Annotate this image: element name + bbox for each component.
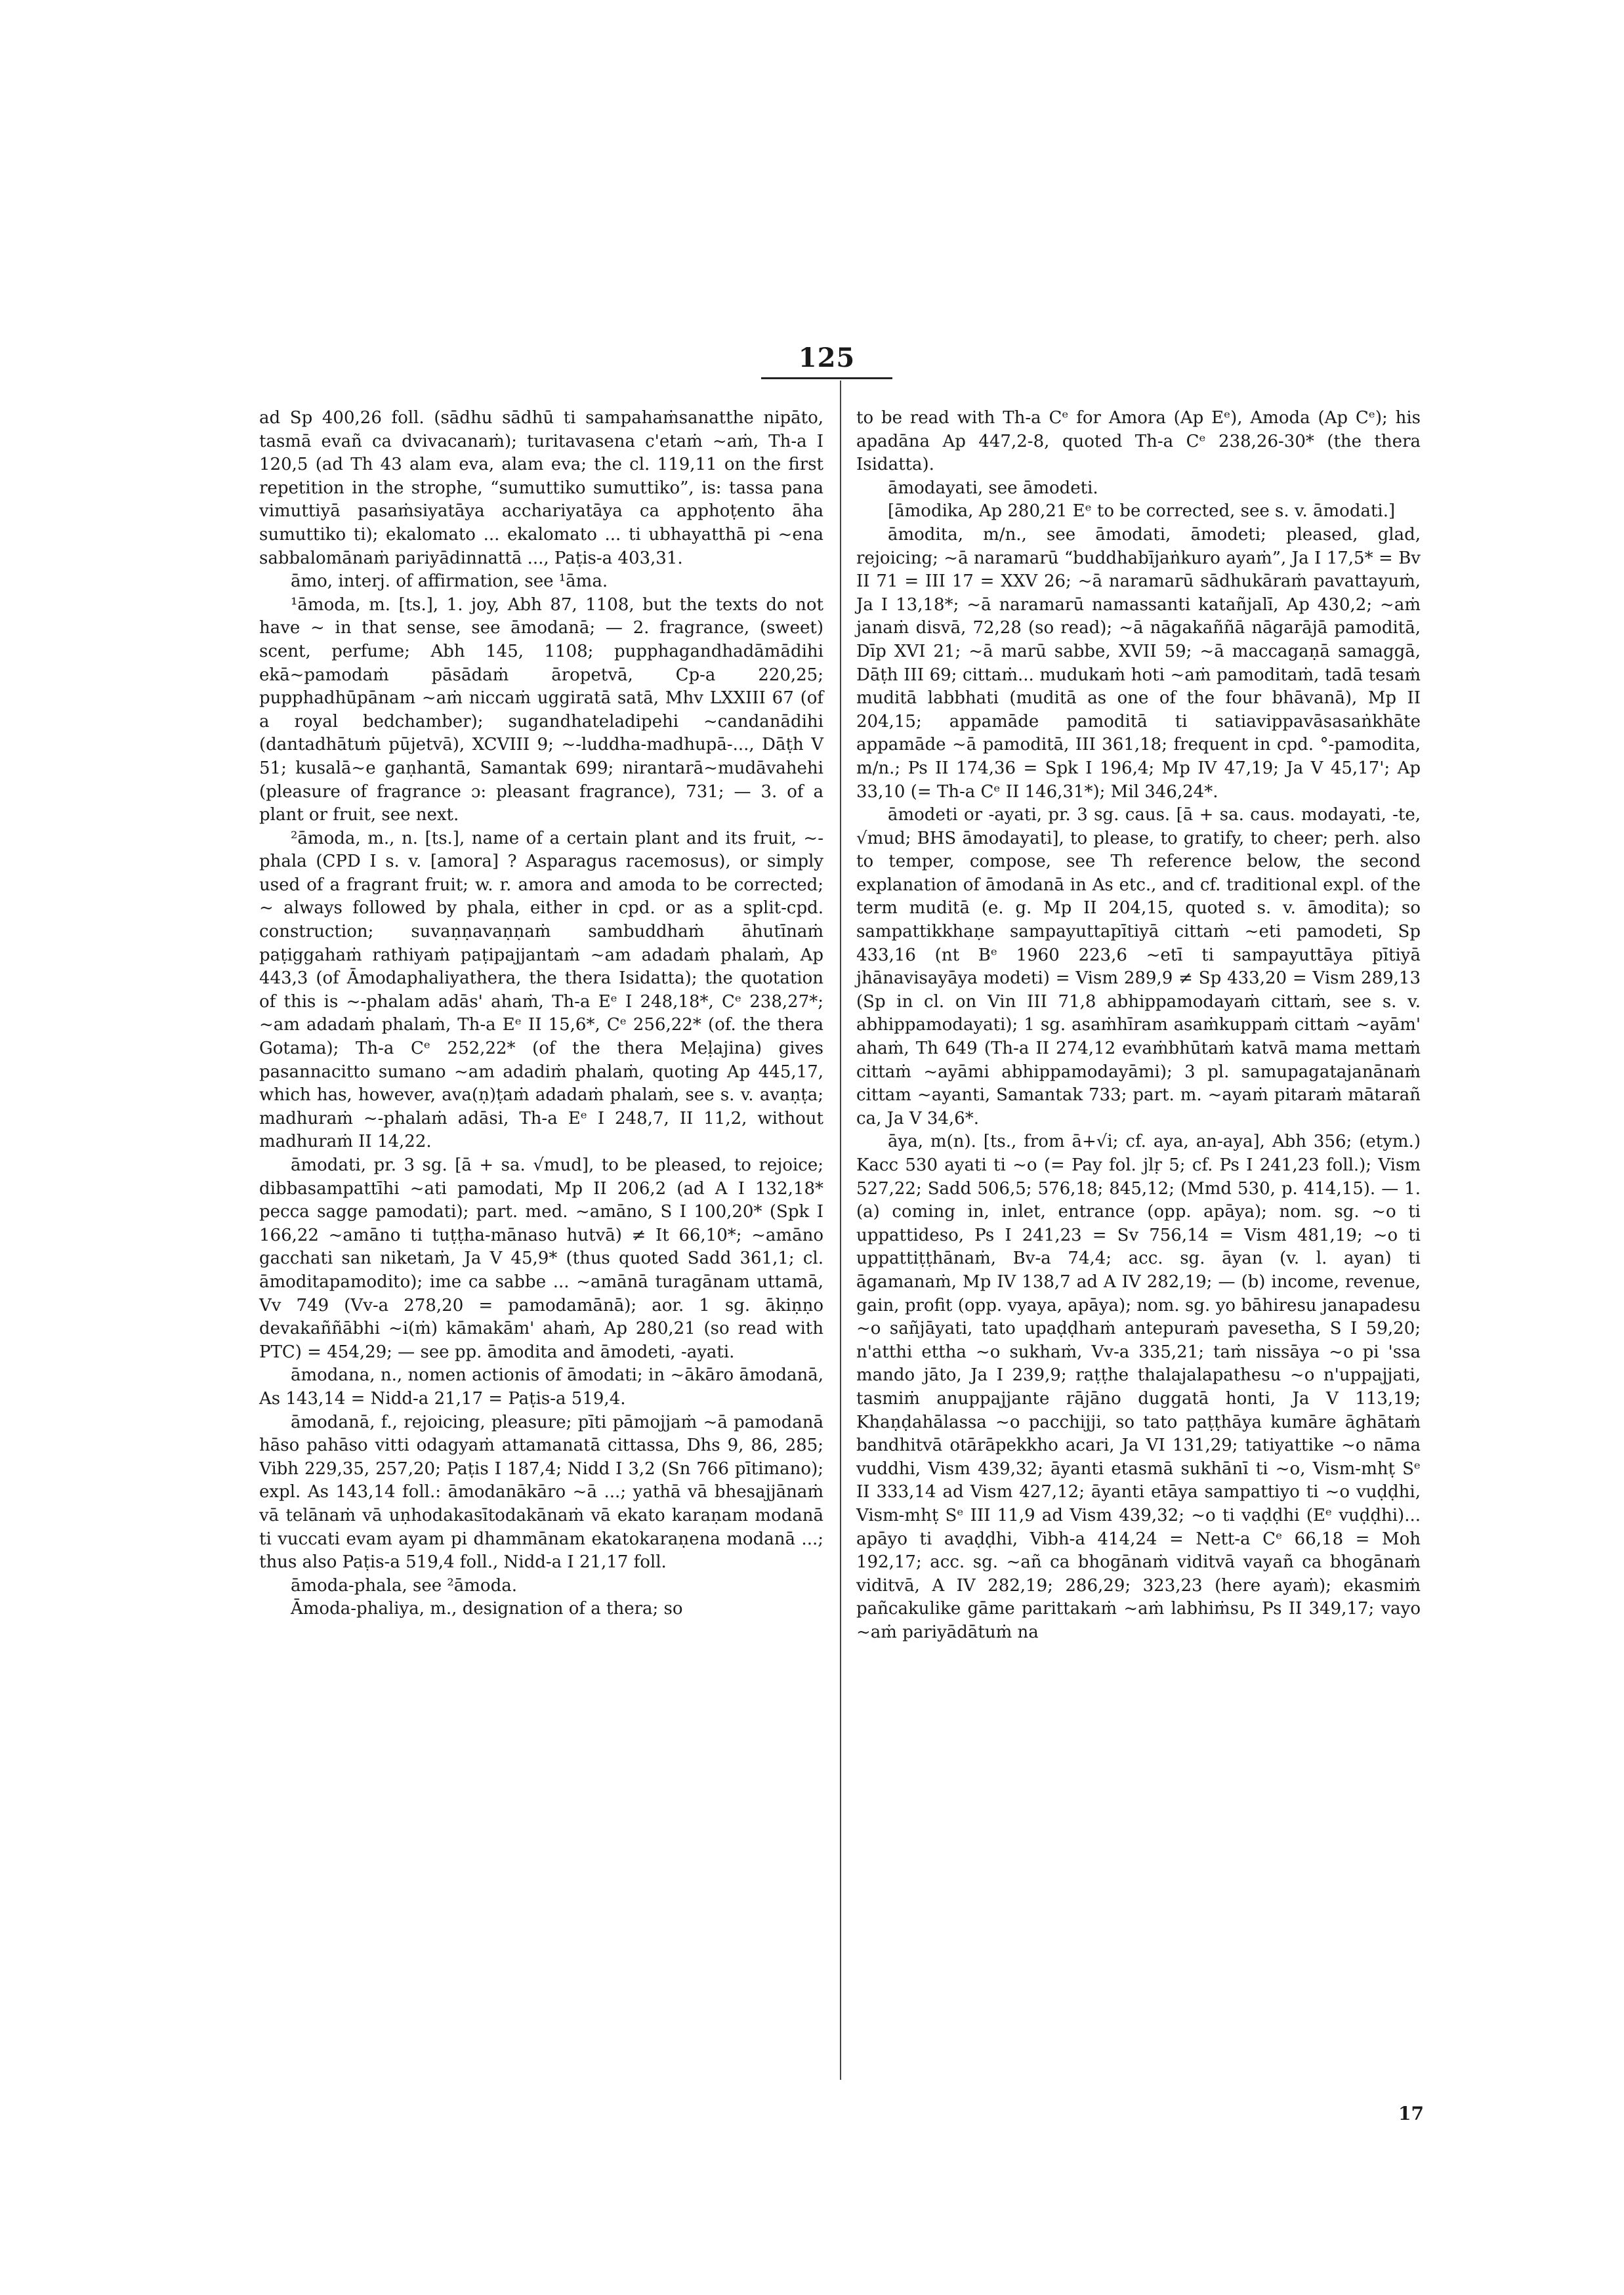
dictionary-entry: āmodita, m/n., see āmodati, āmodeti; pleased, glad, rejoicing; ~ā naramarū “buddhabījaṅkuro ayaṁ”, Ja I 17,5* = Bv II 71 = III 17 = XXV 26; ~ā naramarū sādhukāraṁ pavattayuṁ, Ja I 13,18*; ~ā naramarū namassanti katañjalī, Ap 430,2; ~aṁ janaṁ disvā, 72,28 (so read); ~ā nāgakaññā nāgarājā pamoditā, Dīp XVI 21; ~ā marū sabbe, XVII 59; ~ā maccagaṇā samaggā, Dāṭh III 69; cittaṁ... mudukaṁ hoti ~aṁ pamoditaṁ, tadā tesaṁ muditā labbhati (muditā as one of the four bhāvanā), Mp II 204,15; appamāde pamoditā ti satiavippavāsasaṅkhāte appamāde ~ā pamoditā, III 361,18; frequent in cpd. °-pamodita, m/n.; Ps II 174,36 = Spk I 196,4; Mp IV 47,19; Ja V 45,17'; Ap 33,10 (= Th-a Cᵉ II 146,31*); Mil 346,24*. bbox=[856, 524, 1421, 802]
dictionary-entry: āya, m(n). [ts., from ā+√i; cf. aya, an-aya], Abh 356; (etym.) Kacc 530 ayati ti ~o (= Pay fol. jlṛ 5; cf. Ps I 241,23 foll.); Vism 527,22; Sadd 506,5; 576,18; 845,12; (Mmd 530, p. 414,15). — 1. (a) coming in, inlet, entrance (opp. apāya); nom. sg. ~o ti uppattideso, Ps I 241,23 = Sv 756,14 = Vism 481,19; ~o ti uppattiṭṭhānaṁ, Bv-a 74,4; acc. sg. āyan (v. l. ayan) ti āgamanaṁ, Mp IV 138,7 ad A IV 282,19; — (b) income, revenue, gain, profit (opp. vyaya, apāya); nom. sg. yo bāhiresu janapadesu ~o sañjāyati, tato upaḍḍhaṁ antepuraṁ pavesetha, S I 59,20; n'atthi ettha ~o sukhaṁ, Vv-a 335,21; taṁ nissāya ~o pi 'ssa mando jāto, Ja I 239,9; raṭṭhe thalajalapathesu ~o n'uppajjati, tasmiṁ anuppajjante rājāno duggatā honti, Ja V 113,19; Khaṇḍahālassa ~o pacchijji, so tato paṭṭhāya kumāre āghātaṁ bandhitvā otārāpekkho acari, Ja VI 131,29; tatiyattike ~o nāma vuddhi, Vism 439,32; āyanti etasmā sukhānī ti ~o, Vism-mhṭ Sᵉ II 333,14 ad Vism 427,12; āyanti etāya sampattiyo ti ~o vuḍḍhi, Vism-mhṭ Sᵉ III 11,9 ad Vism 439,32; ~o ti vaḍḍhi (Eᵉ vuḍḍhi)... apāyo ti avaḍḍhi, Vibh-a 414,24 = Nett-a Cᵉ 66,18 = Moh 192,17; acc. sg. ~añ ca bhogānaṁ viditvā vayañ ca bhogānaṁ viditvā, A IV 282,19; 286,29; 323,23 (here ayaṁ); ekasmiṁ pañcakulike gāme parittakaṁ ~aṁ labhiṁsu, Ps II 349,17; vayo ~aṁ pariyādātuṁ na bbox=[856, 1132, 1421, 1642]
dictionary-entry: [āmodika, Ap 280,21 Eᵉ to be corrected, see s. v. āmodati.] bbox=[888, 501, 1396, 522]
dictionary-entry: ¹āmoda, m. [ts.], 1. joy, Abh 87, 1108, but the texts do not have ~ in that sense, see āmodanā; — 2. fragrance, (sweet) scent, perfume; Abh 145, 1108; pupphagandhadāmādihi ekā~pamodaṁ pāsādaṁ āropetvā, Cp-a 220,25; pupphadhūpānam ~aṁ niccaṁ uggiratā satā, Mhv LXXIII 67 (of a royal bedchamber); sugandhateladipehi ~candanādihi (dantadhātuṁ pūjetvā), XCVIII 9; ~-luddha-madhupā-..., Dāṭh V 51; kusalā~e gaṇhantā, Samantak 699; nirantarā~mudāvahehi (pleasure of fragrance ɔ: pleasant fragrance), 731; — 3. of a plant or fruit, see next. bbox=[259, 594, 823, 825]
page-number: 125 bbox=[798, 342, 856, 373]
left-column bbox=[259, 407, 823, 1621]
column-divider bbox=[840, 381, 841, 2080]
dictionary-entry: āmodayati, see āmodeti. bbox=[888, 478, 1098, 498]
dictionary-entry: āmoda-phala, see ²āmoda. bbox=[291, 1575, 517, 1596]
dictionary-entry: āmodeti or -ayati, pr. 3 sg. caus. [ā + sa. caus. modayati, -te, √mud; BHS āmodayati], to please, to gratify, to cheer; perh. also to temper, compose, see Th reference below, the second explanation of āmodanā in As etc., and cf. traditional expl. of the term muditā (e. g. Mp II 204,15, quoted s. v. āmodita); so sampattikkhaṇe sampayuttapītiyā cittaṁ ~eti pamodeti, Sp 433,16 (nt Bᵉ 1960 223,6 ~etī ti sampayuttāya pītiyā jhānavisayāya modeti) = Vism 289,9 ≠ Sp 433,20 = Vism 289,13 (Sp in cl. on Vin III 71,8 abhippamodayaṁ cittaṁ, see s. v. abhippamodayati); 1 sg. asaṁhīram asaṁkuppaṁ cittaṁ ~ayām' ahaṁ, Th 649 (Th-a II 274,12 evaṁbhūtaṁ katvā mama mettaṁ cittaṁ ~ayāmi abhippamodayāmi); 3 pl. samupagatajanānaṁ cittam ~ayanti, Samantak 733; part. m. ~ayaṁ pitaraṁ mātarañ ca, Ja V 34,6*. bbox=[856, 805, 1421, 1128]
dictionary-entry: to be read with Th-a Cᵉ for Amora (Ap Eᵉ), Amoda (Ap Cᵉ); his apadāna Ap 447,2-8, quoted Th-a Cᵉ 238,26-30* (the thera Isidatta). bbox=[856, 408, 1421, 475]
right-column bbox=[856, 407, 1421, 1644]
dictionary-entry: āmodati, pr. 3 sg. [ā + sa. √mud], to be pleased, to rejoice; dibbasampattīhi ~ati pamodati, Mp II 206,2 (ad A I 132,18* pecca sagge pamodati); part. med. ~amāno, S I 100,20* (Spk I 166,22 ~amāno ti tuṭṭha-mānaso hutvā) ≠ It 66,10*; ~amāno gacchati san niketaṁ, Ja V 45,9* (thus quoted Sadd 361,1; cl. āmoditapamodito); ime ca sabbe ... ~amānā turagānam uttamā, Vv 749 (Vv-a 278,20 = pamodamānā); aor. 1 sg. ākiṇṇo devakaññābhi ~i(ṁ) kāmakām' ahaṁ, Ap 280,21 (so read with PTC) = 454,29; — see pp. āmodita and āmodeti, -ayati. bbox=[259, 1155, 823, 1362]
dictionary-entry: āmodanā, f., rejoicing, pleasure; pīti pāmojjaṁ ~ā pamodanā hāso pahāso vitti odagyaṁ attamanatā cittassa, Dhs 9, 86, 285; Vibh 229,35, 257,20; Paṭis I 187,4; Nidd I 3,2 (Sn 766 pītimano); expl. As 143,14 foll.: āmodanākāro ~ā ...; yathā vā bhesajjānaṁ vā telānaṁ vā uṇhodakasītodakānaṁ vā ekato karaṇam modanā ti vuccati evam ayam pi dhammānam ekatokaraṇena modanā ...; thus also Paṭis-a 519,4 foll., Nidd-a I 21,17 foll. bbox=[259, 1412, 823, 1573]
sheet-signature-number: 17 bbox=[1398, 2103, 1424, 2124]
dictionary-entry: ad Sp 400,26 foll. (sādhu sādhū ti sampahaṁsanatthe nipāto, tasmā evañ ca dvivacanaṁ); turitavasena c'etaṁ ~aṁ, Th-a I 120,5 (ad Th 43 alam eva, alam eva; the cl. 119,11 on the first repetition in the strophe, “sumuttiko sumuttiko”, is: tassa pana vimuttiyā pasaṁsiyatāya acchariyatāya ca apphoṭento āha sumuttiko ti); ekalomato ... ekalomato ... ti ubhayatthā pi ~ena sabbalomānaṁ pariyādinnattā ..., Paṭis-a 403,31. bbox=[259, 408, 823, 568]
dictionary-entry: āmo, interj. of affirmation, see ¹āma. bbox=[291, 571, 608, 592]
dictionary-entry: ²āmoda, m., n. [ts.], name of a certain plant and its fruit, ~-phala (CPD I s. v. [amora] ? Asparagus racemosus), or simply used of a fragrant fruit; w. r. amora and amoda to be corrected; ~ always followed by phala, either in cpd. or as a split-cpd. construction; suvaṇṇavaṇṇaṁ sambuddhaṁ āhutīnaṁ paṭiggahaṁ rathiyaṁ paṭipajjantaṁ ~am adadaṁ phalaṁ, Ap 443,3 (of Āmodaphaliyathera, the thera Isidatta); the quotation of this is ~-phalam adās' ahaṁ, Th-a Eᵉ I 248,18*, Cᵉ 238,27*; ~am adadaṁ phalaṁ, Th-a Eᵉ II 15,6*, Cᵉ 256,22* (of. the thera Gotama); Th-a Cᵉ 252,22* (of the thera Meḷajina) gives pasannacitto sumano ~am adadiṁ phalaṁ, quoting Ap 445,17, which has, however, ava(ṇ)ṭaṁ adadaṁ phalaṁ, see s. v. avaṇṭa; madhuraṁ ~-phalaṁ adāsi, Th-a Eᵉ I 248,7, II 11,2, without madhuraṁ II 14,22. bbox=[259, 828, 823, 1152]
dictionary-entry: Āmoda-phaliya, m., designation of a thera; so bbox=[291, 1599, 683, 1619]
header-rule bbox=[761, 377, 892, 379]
dictionary-entry: āmodana, n., nomen actionis of āmodati; in ~ākāro āmodanā, As 143,14 = Nidd-a 21,17 = Paṭis-a 519,4. bbox=[259, 1365, 823, 1409]
